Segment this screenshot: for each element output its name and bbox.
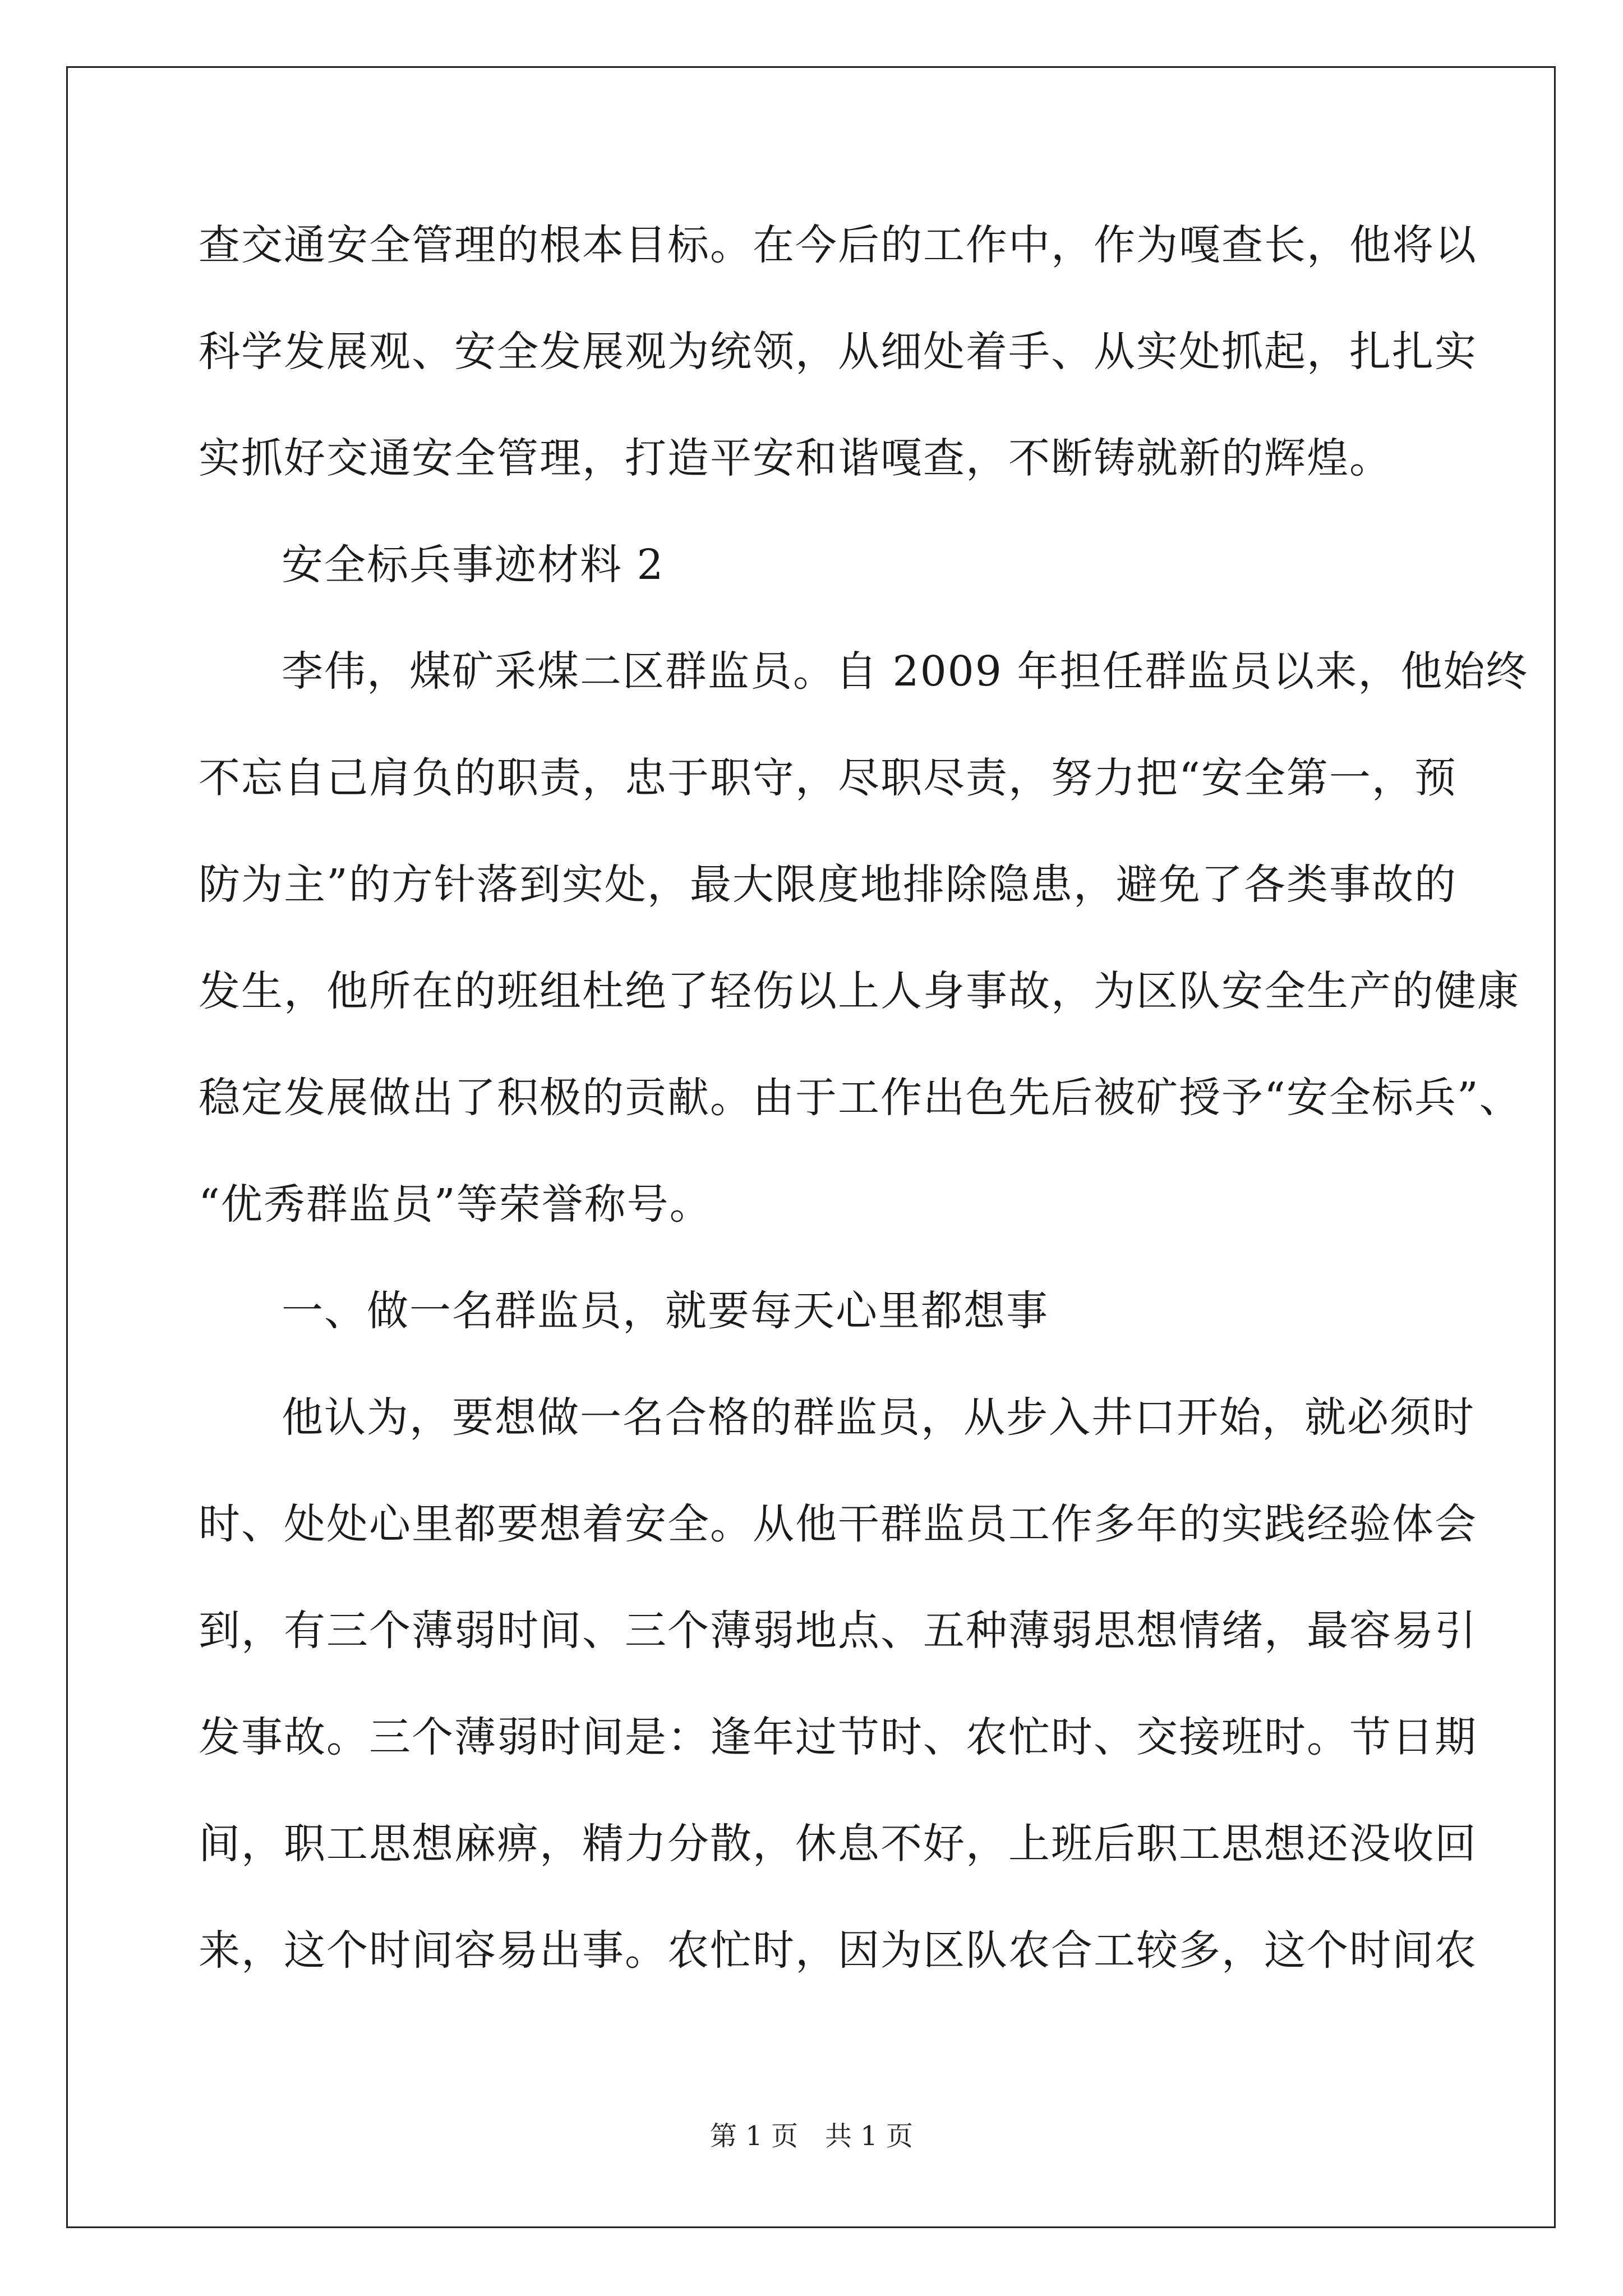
text-line: 时、处处心里都要想着安全。从他干群监员工作多年的实践经验体会	[199, 1500, 1477, 1548]
text-line: “优秀群监员”等荣誉称号。	[199, 1180, 712, 1228]
text-line: 来，这个时间容易出事。农忙时，因为区队农合工较多，这个时间农	[199, 1926, 1477, 1975]
text-line: 发生，他所在的班组杜绝了轻伤以上人身事故，为区队安全生产的健康	[199, 967, 1520, 1015]
page-number: 第 1 页 共 1 页	[709, 2120, 914, 2152]
text-line: 实抓好交通安全管理，打造平安和谐嘎查，不断铸就新的辉煌。	[199, 434, 1392, 482]
text-line: 稳定发展做出了积极的贡献。由于工作出色先后被矿授予“安全标兵”、	[199, 1074, 1522, 1122]
section-heading: 安全标兵事迹材料 2	[282, 541, 665, 589]
text-line: 李伟，煤矿采煤二区群监员。自 2009 年担任群监员以来，他始终	[282, 647, 1529, 696]
text-line: 间，职工思想麻痹，精力分散，休息不好，上班后职工思想还没收回	[199, 1820, 1477, 1868]
subsection-heading: 一、做一名群监员，就要每天心里都想事	[282, 1287, 1049, 1335]
text-line: 发事故。三个薄弱时间是：逢年过节时、农忙时、交接班时。节日期	[199, 1713, 1477, 1761]
text-line: 他认为，要想做一名合格的群监员，从步入井口开始，就必须时	[282, 1393, 1475, 1442]
text-line: 防为主”的方针落到实处，最大限度地排除隐患，避免了各类事故的	[199, 861, 1457, 909]
text-line: 不忘自己肩负的职责，忠于职守，尽职尽责，努力把“安全第一，预	[199, 754, 1457, 802]
text-line: 到，有三个薄弱时间、三个薄弱地点、五种薄弱思想情绪，最容易引	[199, 1607, 1477, 1655]
text-line: 查交通安全管理的根本目标。在今后的工作中，作为嘎查长，他将以	[199, 221, 1477, 269]
page-border	[66, 66, 1556, 2228]
text-line: 科学发展观、安全发展观为统领，从细处着手、从实处抓起，扎扎实	[199, 328, 1477, 376]
